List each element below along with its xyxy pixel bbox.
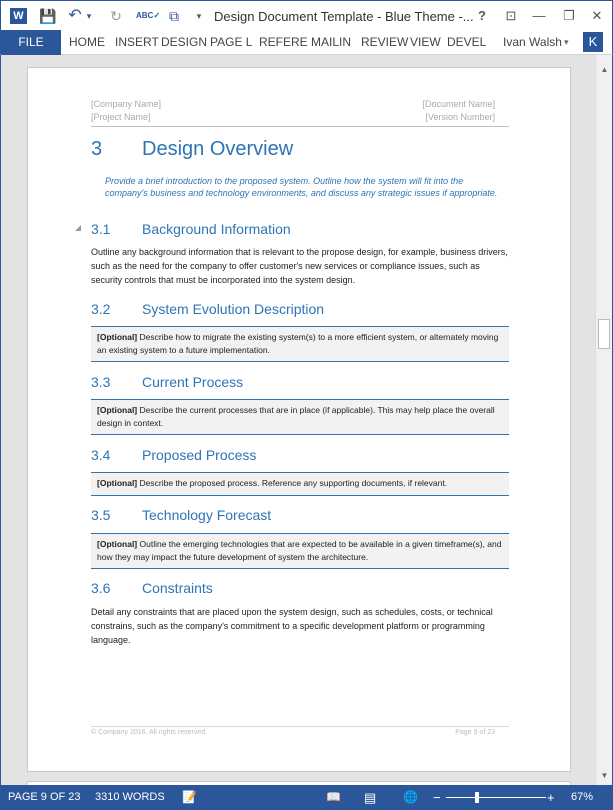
optional-text: Outline the emerging technologies that are expected to be available in a given timeframe(s), and how they may impact the future development of system the architecture. (97, 539, 502, 562)
optional-label: [Optional] (97, 332, 138, 342)
intro-paragraph: Provide a brief introduction to the proposed system. Outline how the system will fit into the company's business and technology environments, and discuss any strategic issues if appropriate. (105, 176, 498, 198)
tab-file[interactable]: FILE (1, 30, 61, 55)
word-app-icon[interactable]: W (10, 8, 27, 24)
proofing-icon[interactable]: 📝 (182, 790, 197, 804)
heading-2-number: 3.5 (91, 507, 111, 523)
word-count[interactable]: 3310 WORDS (95, 791, 165, 803)
print-layout-icon[interactable]: ▤ (364, 790, 377, 805)
heading-2-number: 3.4 (91, 447, 111, 463)
avatar[interactable]: K (583, 32, 603, 52)
optional-box (91, 533, 509, 569)
window-title: Design Document Template - Blue Theme -... (214, 9, 474, 24)
ribbon-tab-bar (0, 30, 613, 55)
footer-page-number: Page 9 of 23 (455, 729, 495, 736)
page-count[interactable]: PAGE 9 OF 23 (8, 791, 81, 803)
tab-insert[interactable]: INSERT (115, 35, 159, 49)
tab-view[interactable]: VIEW (410, 35, 441, 49)
user-caret-icon[interactable]: ▾ (564, 37, 569, 47)
zoom-slider-knob[interactable] (475, 792, 479, 803)
tab-page-layout[interactable]: PAGE L (210, 35, 253, 49)
optional-box (91, 399, 509, 435)
optional-label: [Optional] (97, 539, 138, 549)
undo-caret-icon[interactable]: ▾ (86, 11, 92, 21)
tab-developer[interactable]: DEVEL (447, 35, 487, 49)
title-bar (0, 0, 613, 30)
user-name[interactable]: Ivan Walsh (503, 35, 562, 49)
read-mode-icon[interactable]: 📖 (326, 790, 341, 804)
optional-text: Describe how to migrate the existing system(s) to a more efficient system, or alternately moving an existing system to a future implementation. (97, 332, 499, 355)
help-button[interactable]: ? (478, 8, 486, 23)
heading-2-number: 3.6 (91, 580, 111, 596)
optional-box (91, 326, 509, 362)
save-icon[interactable]: 💾 (39, 8, 57, 24)
header-divider (91, 126, 509, 127)
optional-text: Describe the current processes that are in place (if applicable). This may help place the overall design in context. (97, 405, 495, 428)
optional-label: [Optional] (97, 405, 138, 415)
tab-design[interactable]: DESIGN (161, 35, 208, 49)
undo-icon[interactable]: ↶ (68, 7, 82, 24)
redo-icon[interactable]: ↻ (110, 8, 122, 24)
ribbon-display-button[interactable]: ⊡ (505, 8, 517, 23)
heading-1-title: Design Overview (142, 138, 294, 160)
scroll-thumb[interactable] (598, 319, 610, 349)
header-version-number: [Version Number] (425, 112, 495, 122)
customize-qat-icon[interactable]: ▾ (196, 11, 202, 21)
document-area (0, 55, 613, 785)
zoom-in-icon[interactable]: + (547, 790, 555, 805)
tab-references[interactable]: REFERE (259, 35, 308, 49)
heading-proposed-process: Proposed Process (142, 447, 257, 463)
zoom-level[interactable]: 67% (571, 791, 594, 803)
header-document-name: [Document Name] (422, 99, 495, 109)
status-bar (0, 785, 613, 810)
footer-divider (91, 726, 509, 727)
spelling-icon[interactable]: ABC✓ (136, 11, 161, 20)
heading-technology-forecast: Technology Forecast (142, 507, 272, 523)
minimize-button[interactable]: — (532, 8, 546, 23)
zoom-out-icon[interactable]: − (433, 790, 441, 805)
scroll-up-icon[interactable]: ▲ (600, 65, 609, 74)
heading-2-number: 3.3 (91, 374, 111, 390)
header-project-name: [Project Name] (91, 112, 151, 122)
heading-system-evolution: System Evolution Description (142, 301, 325, 317)
collapse-heading-icon[interactable] (75, 225, 81, 231)
zoom-slider[interactable] (446, 797, 546, 798)
scroll-down-icon[interactable]: ▼ (600, 771, 609, 780)
tab-review[interactable]: REVIEW (361, 35, 409, 49)
heading-background-information: Background Information (142, 221, 291, 237)
optional-label: [Optional] (97, 478, 138, 488)
heading-constraints: Constraints (142, 580, 213, 596)
constraints-paragraph: Detail any constraints that are placed upon the system design, such as schedules, costs, or technical constrains, such as the company's commitment to a specific development platform or programming language. (91, 607, 493, 645)
optional-text: Describe the proposed process. Reference any supporting documents, if relevant. (137, 478, 448, 488)
document-page[interactable] (27, 67, 571, 772)
heading-2-number: 3.1 (91, 221, 111, 237)
vertical-scrollbar[interactable] (595, 55, 612, 785)
restore-button[interactable]: ❐ (563, 8, 575, 23)
background-paragraph: Outline any background information that is relevant to the propose design, for example, business drivers, such as the need for the company to offer customer's new services or compliance issues, such as security controls that must be incorporated into the system design. (91, 247, 508, 285)
format-painter-icon[interactable]: ⧉ (169, 8, 179, 24)
heading-1-number: 3 (91, 138, 103, 160)
close-button[interactable]: ✕ (591, 8, 603, 23)
tab-home[interactable]: HOME (69, 35, 105, 49)
optional-box (91, 472, 509, 496)
header-company-name: [Company Name] (91, 99, 162, 109)
heading-current-process: Current Process (142, 374, 244, 390)
footer-copyright: © Company 2016. All rights reserved. (91, 729, 208, 736)
heading-2-number: 3.2 (91, 301, 111, 317)
tab-mailings[interactable]: MAILIN (311, 35, 352, 49)
web-layout-icon[interactable]: 🌐 (403, 790, 418, 804)
